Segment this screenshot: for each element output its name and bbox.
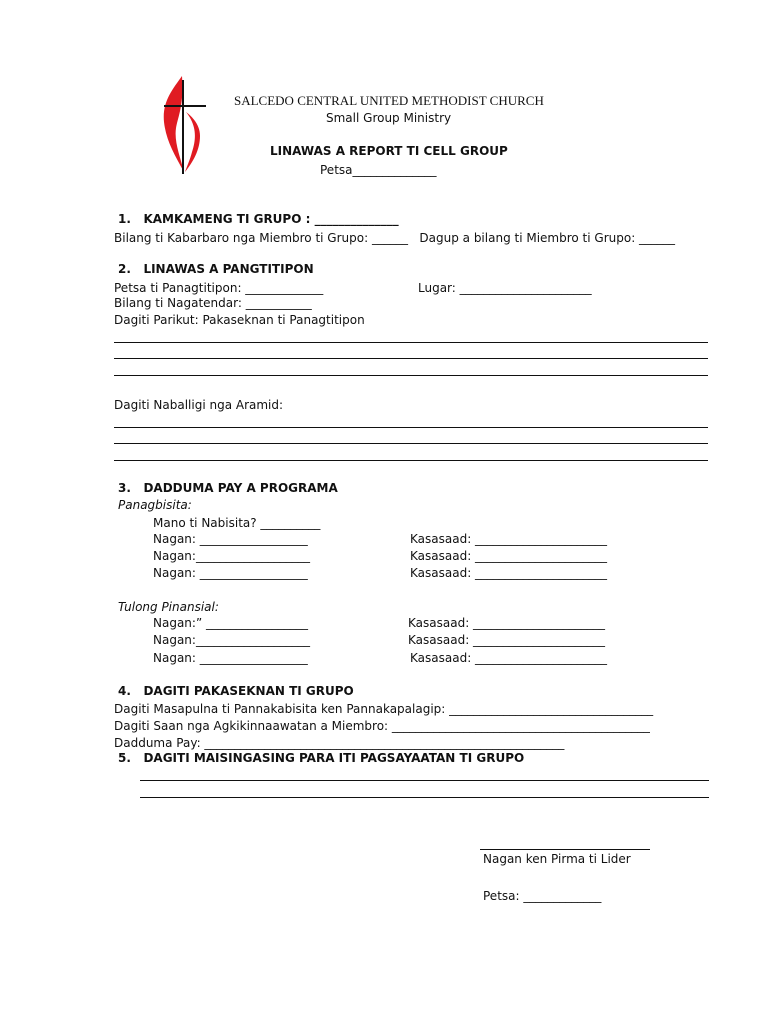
visit-status-field[interactable]: Kasasaad: ______________________ [410, 549, 608, 563]
ministry-name: Small Group Ministry [326, 111, 452, 125]
topic-label: Dagiti Parikut: Pakaseknan ti Panagtitipon [114, 313, 365, 327]
visitation-label: Panagbisita: [118, 498, 192, 512]
topic-line[interactable] [114, 358, 708, 359]
report-date-field[interactable]: Petsa______________ [320, 163, 437, 177]
topic-line[interactable] [114, 375, 708, 376]
meeting-place-field[interactable]: Lugar: ______________________ [418, 281, 592, 295]
meeting-date-field[interactable]: Petsa ti Panagtitipon: _____________ [114, 281, 324, 295]
financial-name-field[interactable]: Nagan:___________________ [153, 633, 310, 647]
topic-line[interactable] [114, 342, 708, 343]
section2-heading: 2. LINAWAS A PANGTITIPON [118, 262, 314, 276]
financial-status-field[interactable]: Kasasaad: ______________________ [410, 651, 608, 665]
events-line[interactable] [114, 427, 708, 428]
conflicting-members-field[interactable]: Dagiti Saan nga Agkikinnaawatan a Miembro: ___________________________________________ [114, 719, 650, 733]
financial-label: Tulong Pinansial: [118, 600, 219, 614]
events-line[interactable] [114, 443, 708, 444]
visit-status-field[interactable]: Kasasaad: ______________________ [410, 566, 608, 580]
suggestion-line[interactable] [140, 780, 709, 781]
financial-name-field[interactable]: Nagan:” _________________ [153, 616, 308, 630]
cross-and-flame-icon [160, 72, 210, 176]
financial-name-field[interactable]: Nagan: __________________ [153, 651, 308, 665]
section5-heading: 5. DAGITI MAISINGASING PARA ITI PAGSAYAATAN TI GRUPO [118, 751, 525, 765]
financial-status-field[interactable]: Kasasaad: ______________________ [408, 633, 606, 647]
attendance-field[interactable]: Bilang ti Nagatendar: ___________ [114, 296, 312, 310]
signature-label: Nagan ken Pirma ti Lider [483, 852, 631, 866]
visit-name-field[interactable]: Nagan: __________________ [153, 532, 308, 546]
visit-name-field[interactable]: Nagan: __________________ [153, 566, 308, 580]
events-label: Dagiti Naballigi nga Aramid: [114, 398, 284, 412]
report-title: LINAWAS A REPORT TI CELL GROUP [270, 144, 508, 158]
suggestion-line[interactable] [140, 797, 709, 798]
section4-heading: 4. DAGITI PAKASEKNAN TI GRUPO [118, 684, 354, 698]
visited-count-field[interactable]: Mano ti Nabisita? __________ [153, 516, 321, 530]
visit-status-field[interactable]: Kasasaad: ______________________ [410, 532, 608, 546]
signature-date-field[interactable]: Petsa: _____________ [483, 889, 602, 903]
section1-heading: 1. KAMKAMENG TI GRUPO : ______________ [118, 212, 399, 226]
visitation-needs-field[interactable]: Dagiti Masapulna ti Pannakabisita ken Pannakapalagip: __________________________________ [114, 702, 654, 716]
financial-status-field[interactable]: Kasasaad: ______________________ [408, 616, 606, 630]
church-name: SALCEDO CENTRAL UNITED METHODIST CHURCH [234, 93, 544, 108]
visit-name-field[interactable]: Nagan:___________________ [153, 549, 310, 563]
section3-heading: 3. DADDUMA PAY A PROGRAMA [118, 481, 338, 495]
events-line[interactable] [114, 460, 708, 461]
signature-line[interactable] [480, 849, 650, 850]
other-concerns-field[interactable]: Dadduma Pay: ____________________________________________________________ [114, 736, 565, 750]
members-count-line[interactable]: Bilang ti Kabarbaro nga Miembro ti Grupo: ______ Dagup a bilang ti Miembro ti Grupo: ______ [114, 231, 676, 245]
